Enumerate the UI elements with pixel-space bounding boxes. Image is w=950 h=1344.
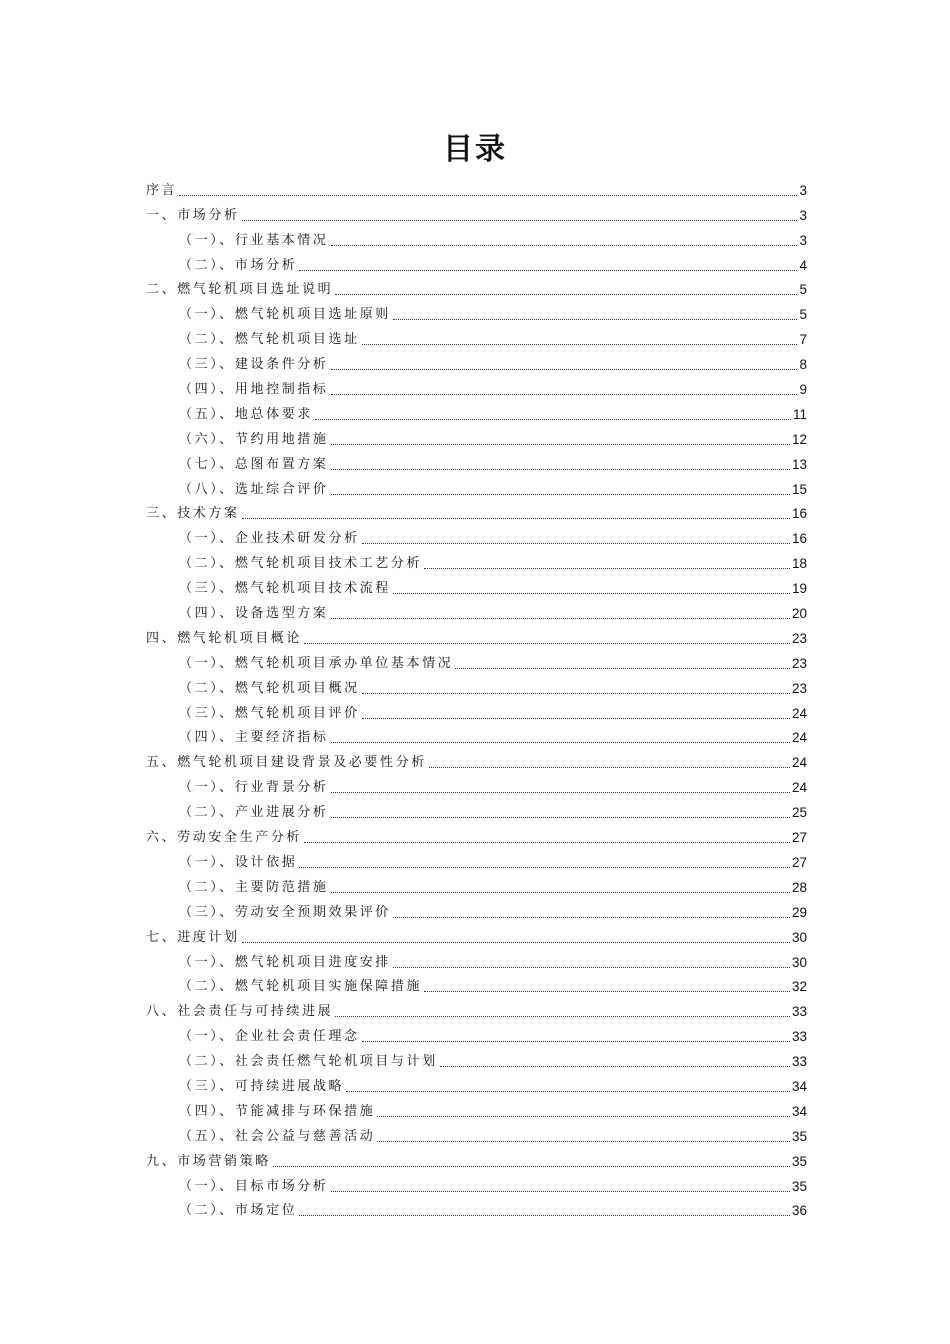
- toc-subsection-entry[interactable]: [146, 1095, 807, 1120]
- entry-title: 二、燃气轮机项目选址说明: [146, 282, 334, 298]
- dot-leader: [440, 1066, 790, 1067]
- entry-title: （五）、社会公益与慈善活动: [179, 1128, 376, 1144]
- toc-section-entry[interactable]: [146, 746, 807, 771]
- toc-subsection-entry[interactable]: [146, 796, 807, 821]
- toc-section-entry[interactable]: [146, 821, 807, 846]
- toc-subsection-entry[interactable]: [146, 871, 807, 896]
- dot-leader: [335, 1016, 790, 1017]
- entry-title: 三、技术方案: [146, 506, 240, 522]
- dot-leader: [331, 444, 790, 445]
- entry-title: （二）、市场定位: [179, 1203, 298, 1219]
- entry-title: （三）、燃气轮机项目评价: [179, 705, 360, 721]
- toc-section-entry[interactable]: [146, 174, 807, 199]
- dot-leader: [315, 419, 791, 420]
- toc-subsection-entry[interactable]: [146, 697, 807, 722]
- toc-section-entry[interactable]: [146, 1145, 807, 1170]
- toc-subsection-entry[interactable]: [146, 896, 807, 921]
- entry-title: （三）、劳动安全预期效果评价: [179, 904, 391, 920]
- dot-leader: [429, 767, 790, 768]
- entry-page-number: 9: [799, 382, 807, 398]
- entry-title: （二）、燃气轮机项目实施保障措施: [179, 979, 423, 995]
- entry-page-number: 3: [799, 207, 807, 223]
- toc-subsection-entry[interactable]: [146, 672, 807, 697]
- toc-subsection-entry[interactable]: [146, 348, 807, 373]
- toc-section-entry[interactable]: [146, 921, 807, 946]
- toc-title: 目录: [443, 132, 507, 167]
- dot-leader: [242, 518, 790, 519]
- entry-title: （八）、选址综合评价: [179, 481, 329, 497]
- toc-subsection-entry[interactable]: [146, 398, 807, 423]
- entry-title: （六）、节约用地措施: [179, 431, 329, 447]
- dot-leader: [377, 1141, 790, 1142]
- entry-page-number: 36: [791, 1203, 807, 1219]
- dot-leader: [331, 792, 790, 793]
- dot-leader: [362, 718, 790, 719]
- toc-subsection-entry[interactable]: [146, 547, 807, 572]
- entry-page-number: 20: [791, 606, 807, 622]
- toc-subsection-entry[interactable]: [146, 1070, 807, 1095]
- toc-subsection-entry[interactable]: [146, 522, 807, 547]
- entry-title: 六、劳动安全生产分析: [146, 830, 303, 846]
- entry-title: 五、燃气轮机项目建设背景及必要性分析: [146, 755, 427, 771]
- entry-page-number: 11: [792, 406, 807, 422]
- dot-leader: [335, 294, 797, 295]
- entry-title: （一）、企业技术研发分析: [179, 531, 360, 547]
- entry-page-number: 33: [791, 1004, 807, 1020]
- entry-title: （三）、建设条件分析: [179, 357, 329, 373]
- toc-subsection-entry[interactable]: [146, 597, 807, 622]
- entry-page-number: 12: [791, 431, 807, 447]
- dot-leader: [273, 1166, 790, 1167]
- dot-leader: [331, 369, 798, 370]
- entry-page-number: 16: [791, 531, 807, 547]
- entry-page-number: 4: [799, 257, 807, 273]
- entry-title: （一）、行业背景分析: [179, 780, 329, 796]
- entry-title: （二）、燃气轮机项目技术工艺分析: [179, 556, 423, 572]
- toc-subsection-entry[interactable]: [146, 1170, 807, 1195]
- entry-page-number: 19: [791, 581, 807, 597]
- entry-page-number: 35: [791, 1178, 807, 1194]
- dot-leader: [393, 319, 798, 320]
- dot-leader: [242, 220, 798, 221]
- entry-title: （二）、市场分析: [179, 257, 298, 273]
- entry-page-number: 16: [791, 506, 807, 522]
- entry-title: （二）、产业进展分析: [179, 805, 329, 821]
- entry-page-number: 13: [791, 456, 807, 472]
- entry-title: （一）、目标市场分析: [179, 1178, 329, 1194]
- dot-leader: [299, 1215, 790, 1216]
- entry-page-number: 35: [791, 1128, 807, 1144]
- dot-leader: [424, 991, 790, 992]
- toc-subsection-entry[interactable]: [146, 323, 807, 348]
- toc-subsection-entry[interactable]: [146, 473, 807, 498]
- dot-leader: [304, 643, 790, 644]
- toc-subsection-entry[interactable]: [146, 722, 807, 747]
- entry-page-number: 18: [791, 556, 807, 572]
- entry-title: （一）、行业基本情况: [179, 232, 329, 248]
- entry-page-number: 3: [799, 182, 807, 198]
- dot-leader: [299, 867, 790, 868]
- entry-page-number: 24: [791, 755, 807, 771]
- entry-page-number: 23: [791, 655, 807, 671]
- entry-title: （三）、燃气轮机项目技术流程: [179, 581, 391, 597]
- toc-subsection-entry[interactable]: [146, 1195, 807, 1220]
- entry-page-number: 33: [791, 1054, 807, 1070]
- dot-leader: [362, 543, 790, 544]
- entry-page-number: 35: [791, 1153, 807, 1169]
- toc-subsection-entry[interactable]: [146, 846, 807, 871]
- entry-title: （二）、燃气轮机项目选址: [179, 332, 360, 348]
- entry-page-number: 24: [791, 780, 807, 796]
- entry-title: 七、进度计划: [146, 929, 240, 945]
- entry-title: （三）、可持续进展战略: [179, 1078, 345, 1094]
- entry-title: 八、社会责任与可持续进展: [146, 1004, 334, 1020]
- toc-subsection-entry[interactable]: [146, 1020, 807, 1045]
- entry-page-number: 8: [799, 357, 807, 373]
- entry-page-number: 29: [791, 904, 807, 920]
- dot-leader: [424, 568, 790, 569]
- dot-leader: [362, 693, 790, 694]
- toc-subsection-entry[interactable]: [146, 373, 807, 398]
- entry-title: （一）、企业社会责任理念: [179, 1029, 360, 1045]
- toc-subsection-entry[interactable]: [146, 971, 807, 996]
- entry-page-number: 32: [791, 979, 807, 995]
- toc-subsection-entry[interactable]: [146, 771, 807, 796]
- entry-page-number: 34: [791, 1078, 807, 1094]
- toc-subsection-entry[interactable]: [146, 1045, 807, 1070]
- entry-title: 四、燃气轮机项目概论: [146, 630, 303, 646]
- entry-title: （四）、主要经济指标: [179, 730, 329, 746]
- entry-title: （一）、燃气轮机项目承办单位基本情况: [179, 655, 454, 671]
- toc-section-entry[interactable]: [146, 498, 807, 523]
- entry-page-number: 34: [791, 1103, 807, 1119]
- entry-page-number: 5: [799, 282, 807, 298]
- dot-leader: [299, 270, 797, 271]
- dot-leader: [331, 494, 790, 495]
- dot-leader: [393, 917, 790, 918]
- entry-title: （七）、总图布置方案: [179, 456, 329, 472]
- entry-title: （一）、设计依据: [179, 854, 298, 870]
- entry-title: （二）、燃气轮机项目概况: [179, 680, 360, 696]
- dot-leader: [331, 892, 790, 893]
- entry-title: 九、市场营销策略: [146, 1153, 271, 1169]
- dot-leader: [362, 1041, 790, 1042]
- dot-leader: [304, 842, 790, 843]
- entry-title: （二）、主要防范措施: [179, 879, 329, 895]
- toc-subsection-entry[interactable]: [146, 1120, 807, 1145]
- entry-page-number: 30: [791, 954, 807, 970]
- dot-leader: [393, 593, 790, 594]
- toc-section-entry[interactable]: [146, 622, 807, 647]
- dot-leader: [242, 942, 790, 943]
- entry-page-number: 25: [791, 805, 807, 821]
- entry-title: （五）、地总体要求: [179, 406, 313, 422]
- entry-page-number: 33: [791, 1029, 807, 1045]
- dot-leader: [362, 344, 798, 345]
- dot-leader: [377, 1116, 790, 1117]
- toc-subsection-entry[interactable]: [146, 572, 807, 597]
- toc-subsection-entry[interactable]: [146, 946, 807, 971]
- entry-title: 序言: [146, 182, 178, 198]
- toc-subsection-entry[interactable]: [146, 647, 807, 672]
- dot-leader: [346, 1091, 790, 1092]
- dot-leader: [331, 394, 798, 395]
- dot-leader: [455, 668, 790, 669]
- entry-page-number: 23: [791, 630, 807, 646]
- entry-title: （二）、社会责任燃气轮机项目与计划: [179, 1054, 438, 1070]
- entry-title: 一、市场分析: [146, 207, 240, 223]
- entry-page-number: 28: [791, 879, 807, 895]
- entry-page-number: 7: [799, 332, 807, 348]
- entry-page-number: 24: [791, 705, 807, 721]
- entry-title: （一）、燃气轮机项目选址原则: [179, 307, 391, 323]
- entry-page-number: 24: [791, 730, 807, 746]
- dot-leader: [393, 967, 790, 968]
- dot-leader: [331, 618, 790, 619]
- entry-page-number: 23: [791, 680, 807, 696]
- dot-leader: [331, 469, 790, 470]
- toc-section-entry[interactable]: [146, 199, 807, 224]
- dot-leader: [331, 245, 798, 246]
- entry-page-number: 5: [799, 307, 807, 323]
- dot-leader: [331, 817, 790, 818]
- entry-page-number: 27: [791, 830, 807, 846]
- entry-page-number: 15: [791, 481, 807, 497]
- entry-page-number: 3: [799, 232, 807, 248]
- toc-list: [146, 174, 807, 1219]
- toc-subsection-entry[interactable]: [146, 423, 807, 448]
- toc-subsection-entry[interactable]: [146, 249, 807, 274]
- entry-title: （四）、用地控制指标: [179, 382, 329, 398]
- dot-leader: [331, 742, 790, 743]
- toc-section-entry[interactable]: [146, 995, 807, 1020]
- entry-page-number: 27: [791, 854, 807, 870]
- toc-section-entry[interactable]: [146, 274, 807, 299]
- entry-page-number: 30: [791, 929, 807, 945]
- toc-subsection-entry[interactable]: [146, 448, 807, 473]
- toc-subsection-entry[interactable]: [146, 224, 807, 249]
- dot-leader: [179, 195, 797, 196]
- entry-title: （一）、燃气轮机项目进度安排: [179, 954, 391, 970]
- entry-title: （四）、节能减排与环保措施: [179, 1103, 376, 1119]
- dot-leader: [331, 1191, 790, 1192]
- entry-title: （四）、设备选型方案: [179, 606, 329, 622]
- toc-subsection-entry[interactable]: [146, 298, 807, 323]
